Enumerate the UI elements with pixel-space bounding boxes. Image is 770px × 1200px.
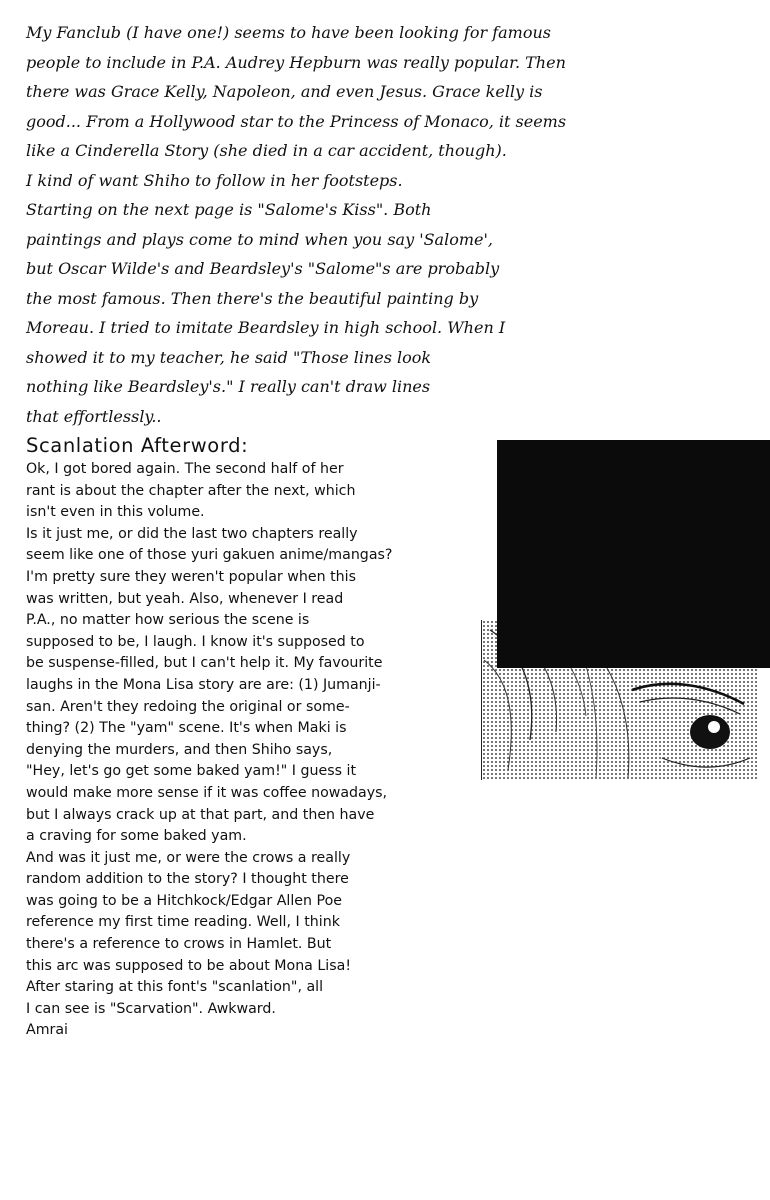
afterword-line: seem like one of those yuri gakuen anime/mangas? <box>26 547 393 564</box>
afterword-line: I can see is "Scarvation". Awkward. <box>26 1000 276 1017</box>
afterword-heading: Scanlation Afterword: <box>26 434 249 457</box>
afterword-line: san. Aren't they redoing the original or some- <box>26 698 350 715</box>
afterword-line: but I always crack up at that part, and then have <box>26 806 375 823</box>
author-note-line: there was Grace Kelly, Napoleon, and even Jesus. Grace kelly is <box>26 82 543 101</box>
author-note-line: but Oscar Wilde's and Beardsley's "Salome"s are probably <box>26 259 500 278</box>
author-note-line: people to include in P.A. Audrey Hepburn was really popular. Then <box>26 52 566 72</box>
redacted-black-box <box>497 440 770 668</box>
author-note-line: good... From a Hollywood star to the Princess of Monaco, it seems <box>26 111 567 131</box>
afterword-line: was written, but yeah. Also, whenever I read <box>26 590 344 607</box>
afterword-line: After staring at this font's "scanlation", all <box>26 979 324 996</box>
author-note-line: nothing like Beardsley's." I really can't draw lines <box>26 377 431 396</box>
author-note-line: Moreau. I tried to imitate Beardsley in high school. When I <box>26 318 506 337</box>
afterword-line: P.A., no matter how serious the scene is <box>26 612 310 629</box>
afterword-line: thing? (2) The "yam" scene. It's when Maki is <box>26 720 347 737</box>
author-note-line: that effortlessly.. <box>26 406 162 426</box>
afterword-line: Is it just me, or did the last two chapters really <box>26 525 358 542</box>
afterword-line: isn't even in this volume. <box>26 504 205 521</box>
afterword-signature: Amrai <box>26 1022 68 1039</box>
author-note-line: My Fanclub (I have one!) seems to have been looking for famous <box>26 23 551 42</box>
author-note-line: paintings and plays come to mind when you say 'Salome', <box>26 229 493 249</box>
afterword-line: I'm pretty sure they weren't popular when this <box>26 568 356 585</box>
afterword-line: "Hey, let's go get some baked yam!" I guess it <box>26 763 357 780</box>
scanlation-afterword <box>26 432 506 1042</box>
afterword-line: rant is about the chapter after the next, which <box>26 482 356 499</box>
afterword-line: this arc was supposed to be about Mona Lisa! <box>26 957 352 974</box>
afterword-line: random addition to the story? I thought there <box>26 871 349 888</box>
author-note-line: the most famous. Then there's the beautiful painting by <box>26 288 479 308</box>
afterword-line: there's a reference to crows in Hamlet. But <box>26 936 332 953</box>
author-note-line: Starting on the next page is "Salome's Kiss". Both <box>26 200 432 219</box>
author-note-line: showed it to my teacher, he said "Those lines look <box>26 347 432 367</box>
author-note <box>26 18 567 431</box>
author-note-line: like a Cinderella Story (she died in a car accident, though). <box>26 141 507 160</box>
afterword-line: supposed to be, I laugh. I know it's supposed to <box>26 633 365 650</box>
afterword-line: a craving for some baked yam. <box>26 828 247 845</box>
afterword-line: be suspense-filled, but I can't help it. My favourite <box>26 655 383 672</box>
afterword-line: laughs in the Mona Lisa story are are: (1) Jumanji- <box>26 676 381 693</box>
afterword-line: Ok, I got bored again. The second half of her <box>26 461 344 477</box>
afterword-line: And was it just me, or were the crows a really <box>26 849 351 866</box>
afterword-line: denying the murders, and then Shiho says, <box>26 741 333 758</box>
afterword-line: reference my first time reading. Well, I think <box>26 914 340 931</box>
afterword-line: was going to be a Hitchkock/Edgar Allen Poe <box>26 892 342 909</box>
afterword-line: would make more sense if it was coffee nowadays, <box>26 784 388 801</box>
author-note-line: I kind of want Shiho to follow in her footsteps. <box>26 170 403 190</box>
